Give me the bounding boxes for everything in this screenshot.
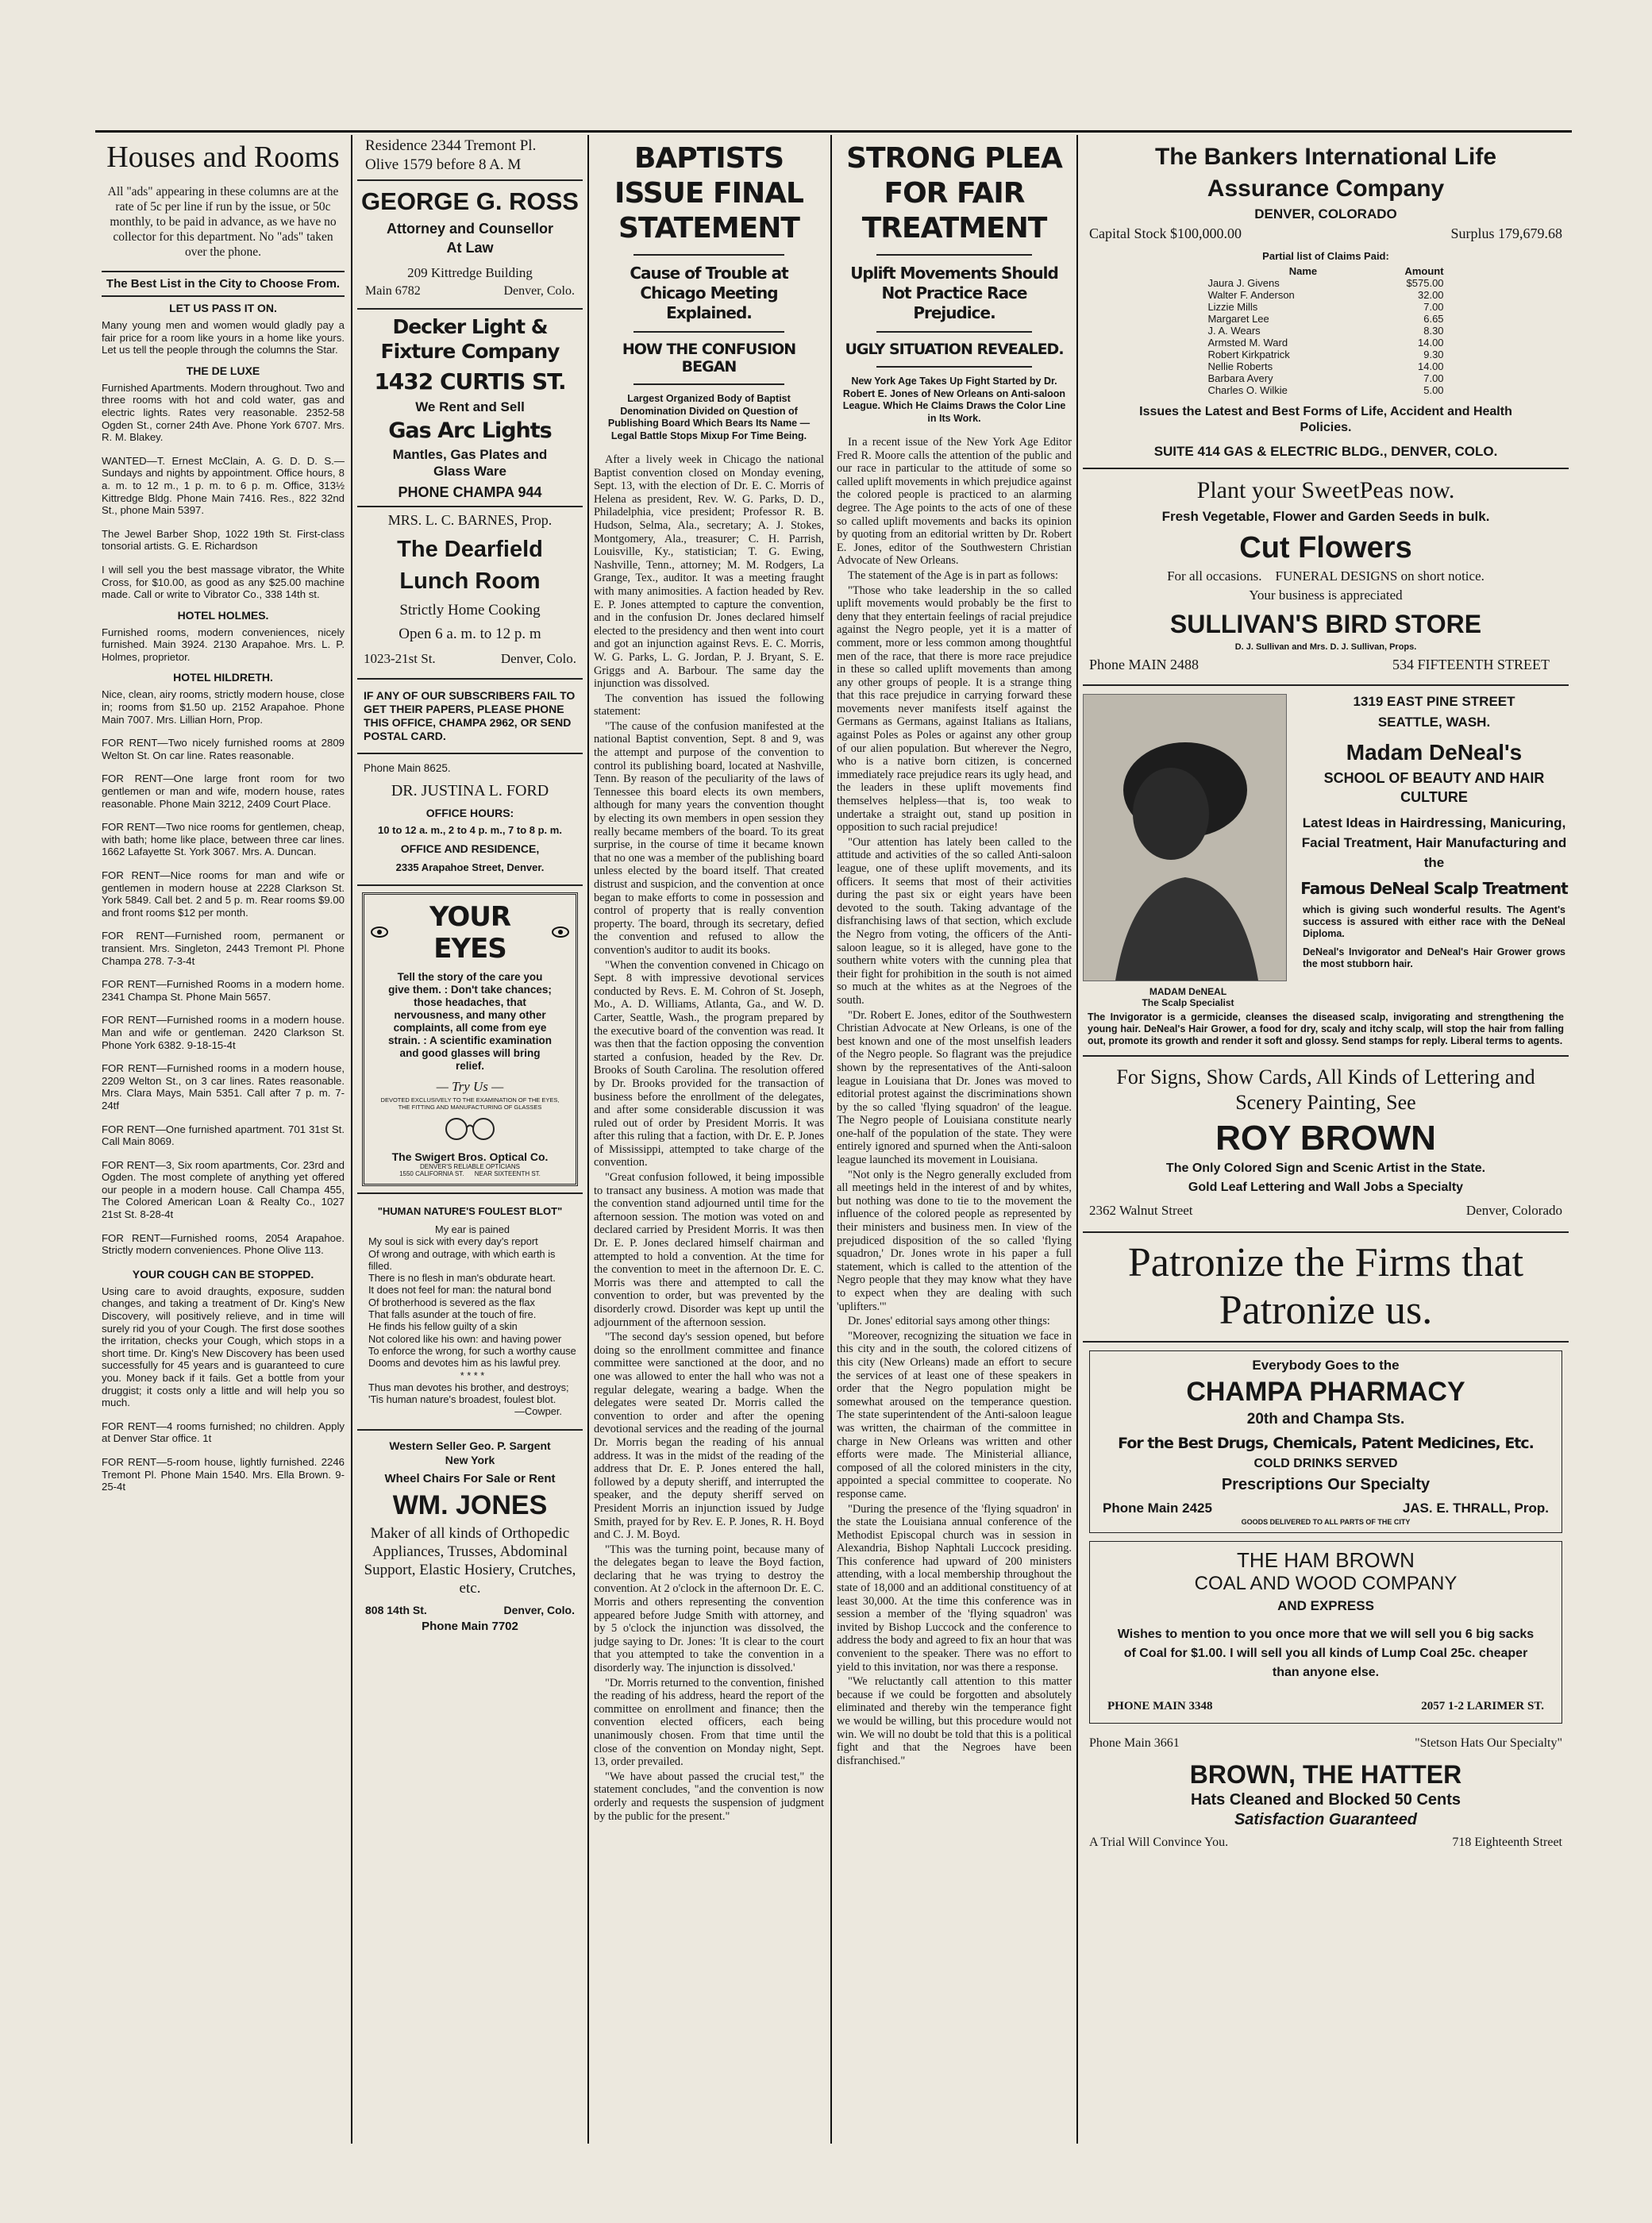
article-paragraph: "Those who take leadership in the so called uplift movements would probably be the first to deny that they entertain feelings of racial prejudice against the Negro people, yet it is a matter of comment, more or less common among thoughtful men of the race, that there is more race prejudice in these so called uplift movements than among any other groups of people. It is a strange thing that this race prejudice in carrying forward these movements never manifests itself against the Germans as Germans, against Italians as Italians, against Poles as Poles or against any other group of our alien population. But wherever the Negro, who is a native born citizen, is concerned immediately race prejudice rears its ugly head, and the leaders in these uplift movements find themselves helpless—that is, too weak to undertake a straight out, stand up position in opposition to such racial prejudice! bbox=[837, 584, 1072, 834]
champa-contact bbox=[1095, 1494, 1557, 1518]
poem-line: To enforce the wrong, for such a worthy cause bbox=[368, 1344, 576, 1357]
table-row bbox=[1204, 313, 1446, 325]
deneal-invigorator: DeNeal's Invigorator and DeNeal's Hair Grower grows the most stubborn hair. bbox=[1303, 946, 1565, 969]
optical-company: The Swigert Bros. Optical Co. bbox=[391, 1150, 549, 1163]
jones-wheel: Wheel Chairs For Sale or Rent bbox=[384, 1471, 556, 1485]
champa-phone: Phone Main 2425 bbox=[1103, 1501, 1212, 1516]
divider bbox=[357, 308, 583, 310]
ross-address: 209 Kittredge Building bbox=[407, 265, 533, 280]
ad-text: FOR RENT—Furnished rooms in a modern house. Man and wife or gentleman. 2420 Clarkson St. Phone York 6382. 9-18-15-4t bbox=[102, 1014, 345, 1051]
divider bbox=[357, 1429, 583, 1431]
table-row bbox=[1204, 277, 1446, 289]
jones-name: WM. JONES bbox=[392, 1489, 548, 1520]
dearfield-contact bbox=[357, 643, 583, 673]
table-row bbox=[1204, 337, 1446, 349]
article-paragraph: "When the convention convened in Chicago on Sept. 8 with impressive devotional services conducted by Revs. E. M. Cohron of St. Joseph, Mo., A. D. Williams, Atlanta, Ga., and W. D. Carter, Seattle, Wash., the program prepared by the executive board of the convention was read. It was then that the faction opposing the convention started a confusion, headed by the Rev. Dr. Brooks of South Carolina. The resolution offered by Dr. Brooks provided for the transaction of business before the enrollment of the delegates, and after some considerable discussion it was ruled out of order by President Morris. It was after this ruling that a faction, with Dr. E. P. Jones of Mississippi, attempted to take charge of the convention. bbox=[594, 958, 824, 1169]
column-header: Name bbox=[1288, 265, 1318, 277]
ford-address: 2335 Arapahoe Street, Denver. bbox=[395, 861, 545, 873]
ad-text: Using care to avoid draughts, exposure, sudden changes, and taking a treatment of Dr. King's New Discovery, will positively relieve, and in time will surely rid you of your Cough. The first dose soothes the irritation, checks your Cough, which stops in a short time. Dr. King's New Discovery has been used successfully for 45 years and is guaranteed to cure you. Money back if it fails. Get a bottle from your druggist; it costs only a little and will help you so much. bbox=[102, 1285, 345, 1409]
article-deck: HOW THE CONFUSION BEGAN bbox=[622, 341, 796, 376]
poem-line: Dooms and devotes him as his lawful prey. bbox=[368, 1357, 561, 1370]
ad-text: Nice, clean, airy rooms, strictly modern house, close in; rooms from $1.50 up. 2152 Arapahoe. Phone Main 7007. Mrs. Lillian Horn, Prop. bbox=[102, 688, 345, 726]
poem-line: My ear is pained bbox=[435, 1223, 510, 1235]
ross-city: Denver, Colo. bbox=[503, 284, 575, 298]
deneal-caption-sub: The Scalp Specialist bbox=[1142, 997, 1234, 1008]
roy-brown: ROY BROWN bbox=[1215, 1119, 1436, 1158]
sullivan-props: D. J. Sullivan and Mrs. D. J. Sullivan, Props. bbox=[1234, 642, 1417, 652]
ross-contact bbox=[357, 281, 583, 303]
roy-city: Denver, Colorado bbox=[1465, 1203, 1562, 1218]
divider bbox=[1083, 1341, 1569, 1343]
bankers-suite: SUITE 414 GAS & ELECTRIC BLDG., DENVER, COLO. bbox=[1153, 444, 1498, 459]
hatter-address: 718 Eighteenth Street bbox=[1452, 1836, 1562, 1849]
hatter-trial: A Trial Will Convince You. bbox=[1089, 1836, 1229, 1849]
ford-phone: Phone Main 8625. bbox=[364, 762, 451, 774]
jones-seller: Western Seller Geo. P. Sargent New York bbox=[389, 1439, 551, 1466]
bankers-capital bbox=[1083, 222, 1569, 245]
claim-name: Walter F. Anderson bbox=[1207, 289, 1295, 301]
claim-name: Jaura J. Givens bbox=[1207, 277, 1280, 289]
ham-express: AND EXPRESS bbox=[1277, 1598, 1374, 1613]
optical-subtitle: DENVER'S RELIABLE OPTICIANS bbox=[419, 1163, 520, 1170]
divider bbox=[633, 383, 784, 385]
roy-only: The Only Colored Sign and Scenic Artist in the State. bbox=[1165, 1162, 1486, 1175]
ad-text: FOR RENT—Furnished rooms in a modern house, 2209 Welton St., on 3 car lines. Rates reasonable. Mrs. Clara Mays, Main 5351. Call after 7 p. m. 7-24tf bbox=[102, 1062, 345, 1112]
plant-headline: Plant your SweetPeas now. bbox=[1196, 477, 1455, 503]
optical-address: 1550 CALIFORNIA ST. NEAR SIXTEENTH ST. bbox=[399, 1170, 541, 1177]
article-summary: Largest Organized Body of Baptist Denomination Divided on Question of Publishing Board Which Bears Its Name — Legal Battle Stops Mixup For Time Being. bbox=[607, 393, 811, 441]
poem-line: Of brotherhood is severed as the flax bbox=[368, 1296, 535, 1308]
article-paragraph: "Dr. Morris returned to the convention, finished the reading of his address, heard the report of the committee on enrollment and finance; then the convention elected officers, each being unanimously chosen. From that time until the close of the convention on Monday night, Sept. 13, order prevailed. bbox=[594, 1676, 824, 1769]
table-row bbox=[1204, 360, 1446, 372]
hatter-phone: Phone Main 3661 bbox=[1089, 1736, 1180, 1750]
column-rule bbox=[587, 135, 589, 2144]
claim-amount: 14.00 bbox=[1418, 337, 1444, 349]
article-paragraph: In a recent issue of the New York Age Editor Fred R. Moore calls the attention of the public and our race in particular to the attitude of some so called uplift movements in which prejudice against the colored people is practiced to an alarming degree. The Age points to the acts of one of these so called uplift movements and backs its opinion by quoting from an editorial written by Dr. Robert E. Jones, editor of the Southwestern Christian Advocate of New Orleans. bbox=[837, 436, 1072, 568]
jones-city: Denver, Colo. bbox=[503, 1603, 575, 1616]
ford-hours-heading: OFFICE HOURS: bbox=[426, 807, 514, 819]
eye-icon bbox=[371, 926, 388, 941]
claims-table bbox=[1204, 265, 1446, 396]
divider bbox=[102, 271, 345, 272]
jones-address: 808 14th St. bbox=[365, 1603, 427, 1616]
decker-address: 1432 CURTIS ST. bbox=[374, 368, 566, 395]
article-summary: New York Age Takes Up Fight Started by Dr. Robert E. Jones of New Orleans on Anti-saloon League. Which He Claims Draws the Color Line in Its Work. bbox=[842, 376, 1066, 424]
article-deck: Uplift Movements Should Not Practice Race Prejudice. bbox=[850, 264, 1058, 322]
deneal-name: Madam DeNeal's bbox=[1346, 740, 1523, 765]
champa-address: 20th and Champa Sts. bbox=[1246, 1411, 1405, 1427]
ham-company: COAL AND WOOD COMPANY bbox=[1194, 1573, 1458, 1594]
poem bbox=[368, 1223, 576, 1418]
claim-name: Barbara Avery bbox=[1207, 372, 1273, 384]
section-title: Houses and Rooms bbox=[106, 141, 340, 174]
ham-address: 2057 1-2 LARIMER ST. bbox=[1421, 1700, 1544, 1713]
poem-line: He finds his fellow guilty of a skin bbox=[368, 1320, 518, 1333]
ross-name: GEORGE G. ROSS bbox=[361, 187, 579, 215]
article-paragraph: Dr. Jones' editorial says among other things: bbox=[848, 1315, 1050, 1328]
claim-name: Charles O. Wilkie bbox=[1207, 384, 1288, 396]
decker-rent: We Rent and Sell bbox=[415, 399, 525, 414]
article-paragraph: "We reluctantly call attention to this matter because if we could be forgotten and absolutely eliminated and thereby win the temperance fight we would be willing, but this procedure would not win. We will no doubt be told that this is a political fight and that the Negroes have been disfranchised." bbox=[837, 1675, 1072, 1767]
divider bbox=[357, 1192, 583, 1194]
champa-rx: Prescriptions Our Specialty bbox=[1221, 1476, 1431, 1493]
divider bbox=[633, 254, 784, 256]
table-row bbox=[1204, 301, 1446, 313]
ad-text: FOR RENT—Nice rooms for man and wife or gentlemen in modern house at 2228 Clarkson St. York 5849. Call bet. 2 and 5 p. m. Rear rooms $9.00 and front rooms $12 per month. bbox=[102, 869, 345, 919]
deneal-results: which is giving such wonderful results. The Agent's success is assured with either race with the DeNeal Diploma. bbox=[1303, 904, 1565, 939]
table-row bbox=[1204, 325, 1446, 337]
column-rule bbox=[830, 135, 832, 2144]
claim-name: J. A. Wears bbox=[1207, 325, 1261, 337]
column-rule bbox=[1076, 135, 1078, 2144]
decker-gas: Gas Arc Lights bbox=[388, 418, 552, 443]
article-paragraph: "During the presence of the 'flying squadron' in the state the Louisiana annual conference of the Methodist Episcopal church was in session in Alexandria, Bishop Naphtali Luccock presiding. This conference had upward of 200 ministers attending, with a local membership throughout the state of 18,000 and an additional constituency of at least 30,000. At the time this conference was in session a member of the 'flying squadron' was invited by Bishop Luccock and the conference to address the body and agreed to fix an hour that was convenient to the speaker. There was no effort to yield to this invitation, nor was there a response. bbox=[837, 1502, 1072, 1674]
ham-name: THE HAM BROWN bbox=[1237, 1548, 1415, 1572]
jones-contact bbox=[357, 1601, 583, 1616]
article-paragraph: "We have about passed the crucial test," the statement concludes, "and the convention is now orderly and requests the suspension of judgment by the public for the present." bbox=[594, 1770, 824, 1823]
ham-phone: PHONE MAIN 3348 bbox=[1107, 1700, 1213, 1713]
poem-line: My soul is sick with every day's report bbox=[368, 1235, 538, 1248]
deneal-address: 1319 EAST PINE STREET bbox=[1353, 694, 1515, 709]
poem-line: Of wrong and outrage, with which earth is filled. bbox=[368, 1247, 556, 1272]
claim-amount: 8.30 bbox=[1423, 325, 1444, 337]
ham-contact bbox=[1095, 1693, 1557, 1716]
bankers-city: DENVER, COLORADO bbox=[1254, 206, 1397, 222]
divider bbox=[1083, 684, 1569, 686]
claim-name: Lizzie Mills bbox=[1207, 301, 1258, 313]
claim-amount: $575.00 bbox=[1406, 277, 1444, 289]
article-paragraph: "The cause of the confusion manifested at the national Baptist convention, Sept. 8 and 9, was the attempt and purpose of the convention to control its publishing board, located at Nashville, Tenn. By reason of the peculiarity of the laws of Tennessee this board elects its own members, although for many years the convention thought by electing its own members in open session they really became members of the board. To its great surprise, in the course of time it became known that no one was a member of the publishing board unless elected by the board itself. That created distrust and suspicion, and the convention at once began to make efforts to come in possession and control of property that is really convention property. The board, through its secretary, defied the convention and refused to allow the convention's auditor to audit its books. bbox=[594, 719, 824, 957]
optical-ad bbox=[362, 892, 578, 1186]
jones-phone: Phone Main 7702 bbox=[422, 1619, 518, 1633]
decker-title: Decker Light & Fixture Company bbox=[380, 315, 560, 363]
ad-heading: HOTEL HILDRETH. bbox=[173, 671, 273, 684]
occasions-line: For all occasions. FUNERAL DESIGNS on short notice. bbox=[1167, 568, 1484, 584]
claim-name: Armsted M. Ward bbox=[1207, 337, 1288, 349]
column-rule bbox=[351, 135, 352, 2144]
poem-line: There is no flesh in man's obdurate heart. bbox=[368, 1272, 556, 1285]
claim-amount: 5.00 bbox=[1423, 384, 1444, 396]
poem-title: "HUMAN NATURE'S FOULEST BLOT" bbox=[377, 1205, 563, 1217]
ad-heading: LET US PASS IT ON. bbox=[169, 302, 277, 314]
ad-text: FOR RENT—5-room house, lightly furnished. 2246 Tremont Pl. Phone Main 1540. Mrs. Ella Brown. 9-25-4t bbox=[102, 1455, 345, 1493]
article-paragraph: "The second day's session opened, but before doing so the enrollment committee and finance committee were sanctioned at the door, and no one was allowed to enter the hall who was not a regular delegate, wearing a badge. When the delegates were seated Dr. Morris called the convention to order and after the opening devotional services and the reading of the journal Dr. Morris began the reading of his annual address. It was in the midst of the reading of the address that Dr. E. P. Jones entered the hall, followed by a deputy sheriff, and interrupted the speaker, and the deputy sheriff served on President Morris an injunction issued by Judge Smith, prayed for by Rev. E. P. Jones, R. H. Boyd and C. J. M. Boyd. bbox=[594, 1331, 824, 1542]
divider bbox=[1083, 1231, 1569, 1233]
poem-line: It does not feel for man: the natural bond bbox=[368, 1284, 552, 1296]
sullivan-phone: Phone MAIN 2488 bbox=[1089, 657, 1199, 672]
deneal-photo-block bbox=[1083, 694, 1293, 1008]
ford-hours: 10 to 12 a. m., 2 to 4 p. m., 7 to 8 p. m. bbox=[378, 824, 562, 836]
ford-office-heading: OFFICE AND RESIDENCE, bbox=[400, 842, 540, 855]
deneal-school: SCHOOL OF BEAUTY AND HAIR CULTURE bbox=[1323, 770, 1545, 805]
champa-pharmacy-ad bbox=[1089, 1350, 1562, 1533]
claim-amount: 6.65 bbox=[1423, 313, 1444, 325]
hatter-top-line bbox=[1083, 1732, 1569, 1755]
sullivan-address: 534 FIFTEENTH STREET bbox=[1392, 657, 1550, 672]
article-deck: UGLY SITUATION REVEALED. bbox=[845, 341, 1064, 358]
deneal-city: SEATTLE, WASH. bbox=[1377, 715, 1491, 730]
bankers-title: The Bankers International Life Assurance Company bbox=[1154, 144, 1497, 202]
hatter-bottom-line bbox=[1083, 1829, 1569, 1856]
dearfield-address: 1023-21st St. bbox=[364, 651, 436, 666]
eyes-text: Tell the story of the care you give them. : Don't take chances; those headaches, that nervousness, and many other complaints, all come from eye strain. : A scientific examination and good glasses will bring relief. bbox=[387, 971, 553, 1072]
divider bbox=[357, 753, 583, 754]
table-row bbox=[1204, 372, 1446, 384]
article-paragraph: "Not only is the Negro generally excluded from all meetings held in the interest of and by whites, but nothing was done to tie to the movement the influence of the colored people as represented by their ministers and business men. In view of the prejudiced disposition of the so called 'flying squadron,' Dr. Jones wrote in his paper a full statement, which is called to the attention of the Negro people that they may know what they have to expect when they are dealing with such 'uplifters.'" bbox=[837, 1168, 1072, 1313]
ross-phone: Main 6782 bbox=[365, 284, 421, 298]
poem-line: * * * * bbox=[460, 1369, 485, 1381]
ad-text: Furnished rooms, modern conveniences, nicely furnished. Main 3924. 2130 Arapahoe. Mrs. L. P. Holmes, proprietor. bbox=[102, 626, 345, 663]
champa-prop: JAS. E. THRALL, Prop. bbox=[1402, 1501, 1549, 1516]
eyes-heading bbox=[371, 901, 569, 965]
claim-name: Nellie Roberts bbox=[1207, 360, 1273, 372]
deneal-ad bbox=[1083, 694, 1569, 1008]
champa-goods: GOODS DELIVERED TO ALL PARTS OF THE CITY bbox=[1241, 1518, 1411, 1526]
classifieds-column bbox=[102, 137, 345, 2145]
claim-amount: 7.00 bbox=[1423, 301, 1444, 313]
divider bbox=[1083, 1055, 1569, 1057]
ad-text: Many young men and women would gladly pay a fair price for a room like yours in a home like yours. Let us tell the people through the columns the Star. bbox=[102, 319, 345, 356]
best-list-banner: The Best List in the City to Choose From. bbox=[106, 277, 341, 291]
claim-amount: 32.00 bbox=[1418, 289, 1444, 301]
roy-contact bbox=[1083, 1195, 1569, 1227]
table-header bbox=[1204, 265, 1446, 277]
divider bbox=[357, 678, 583, 680]
fair-treatment-article bbox=[837, 137, 1072, 2145]
champa-cold: COLD DRINKS SERVED bbox=[1253, 1457, 1398, 1470]
ad-text: FOR RENT—3, Six room apartments, Cor. 23rd and Ogden. The most complete of anything yet offered our people in a modern house. Call Champa 455, The Colored American Loan & Realty Co., 1027 21st St. 8-28-4t bbox=[102, 1158, 345, 1221]
table-row bbox=[1204, 384, 1446, 396]
deneal-famous: Famous DeNeal Scalp Treatment bbox=[1300, 879, 1568, 898]
ad-text: I will sell you the best massage vibrator, the White Cross, for $10.00, as good as any $25.00 machine made. Call or write to Vibrator Co., 338 14th st. bbox=[102, 563, 345, 601]
divider bbox=[357, 179, 583, 181]
dearfield-hours: Open 6 a. m. to 12 p. m bbox=[399, 626, 541, 642]
ad-text: FOR RENT—4 rooms furnished; no children. Apply at Denver Star office. 1t bbox=[102, 1420, 345, 1445]
ad-text: FOR RENT—Furnished rooms, 2054 Arapahoe. Strictly modern conveniences. Phone Olive 113. bbox=[102, 1231, 345, 1257]
article-paragraph: "Dr. Robert E. Jones, editor of the Southwestern Christian Advocate at New Orleans, is one of the best known and one of the most unselfish leaders of the Negro people. So flagrant was the prejudice shown by the representatives of the Anti-saloon league in Louisiana that Dr. Jones was moved to editorial protest against the discriminations shown by the so called 'flying squadron' of the league. The Negro people of Louisiana constitute nearly one-half of the population of the state. They were entirely ignored and spurned when the Anti-saloon league launched its movement in Louisiana. bbox=[837, 1008, 1072, 1167]
optical-logo bbox=[371, 1115, 569, 1146]
sullivan-name: SULLIVAN'S BIRD STORE bbox=[1169, 610, 1482, 638]
decker-phone: PHONE CHAMPA 944 bbox=[398, 484, 542, 500]
poem-author: —Cowper. bbox=[514, 1405, 562, 1418]
deneal-germicide: The Invigorator is a germicide, cleanses the diseased scalp, invigorating and strengthening the young hair. DeNeal's Hair Grower, a food for dry, scaly and itchy scalp, will stop the hair from falling out, promote its growth and render it soft and glossy. Send stamps for reply. Liberal terms to agents. bbox=[1088, 1011, 1564, 1046]
ad-text: FOR RENT—Two nicely furnished rooms at 2809 Welton St. On car line. Rates reasonable. bbox=[102, 737, 345, 761]
ham-text: Wishes to mention to you once more that we will sell you 6 big sacks of Coal for $1.00. I will sell you all kinds of Lump Coal 25c. cheaper than anyone else. bbox=[1117, 1628, 1535, 1679]
subscriber-notice: IF ANY OF OUR SUBSCRIBERS FAIL TO GET THEIR PAPERS, PLEASE PHONE THIS OFFICE, CHAMPA 2962, OR SEND POSTAL CARD. bbox=[364, 689, 576, 742]
ad-heading: YOUR COUGH CAN BE STOPPED. bbox=[132, 1267, 314, 1281]
ad-text: FOR RENT—One furnished apartment. 701 31st St. Call Main 8069. bbox=[102, 1123, 345, 1148]
eyes-try: — Try Us — bbox=[436, 1079, 504, 1094]
dearfield-title: The Dearfield Lunch Room bbox=[397, 537, 543, 594]
article-paragraph: "Moreover, recognizing the situation we face in this city and in the south, the colored citizens of this city (New Orleans) made an effort to secure the services of at least one of these speakers in order that the Negro population might be somewhat aroused on the temperance question. The state superintendent of the Anti-saloon league was written, the chairman of the committee in charge in New Orleans was written and other efforts were made. The Ministerial alliance, composed of all the colored ministers in the city, appointed a special committee to cooperate. No response came. bbox=[837, 1329, 1072, 1501]
capital-stock: Capital Stock $100,000.00 bbox=[1089, 225, 1242, 241]
divider bbox=[102, 295, 345, 297]
patronize-slogan: Patronize the Firms that Patronize us. bbox=[1127, 1240, 1524, 1333]
divider bbox=[633, 331, 784, 333]
article-headline: BAPTISTS ISSUE FINAL STATEMENT bbox=[614, 142, 803, 245]
patronage-line: Your business is appreciated bbox=[1249, 588, 1403, 603]
eye-icon bbox=[552, 926, 569, 941]
table-row bbox=[1204, 349, 1446, 360]
hatter-satisfaction: Satisfaction Guaranteed bbox=[1234, 1811, 1418, 1828]
divider bbox=[876, 254, 1032, 256]
article-deck: Cause of Trouble at Chicago Meeting Explained. bbox=[630, 264, 788, 322]
ad-text: FOR RENT—One large front room for two gentlemen or man and wife, modern house, rates reasonable. Phone Main 3212, 2409 Court Place. bbox=[102, 772, 345, 810]
sullivan-contact bbox=[1083, 652, 1569, 680]
article-paragraph: The statement of the Age is in part as follows: bbox=[848, 568, 1058, 582]
ad-heading: HOTEL HOLMES. bbox=[177, 608, 269, 622]
hatter-clean: Hats Cleaned and Blocked 50 Cents bbox=[1190, 1791, 1461, 1809]
decker-mantles: Mantles, Gas Plates and Glass Ware bbox=[392, 447, 548, 479]
ad-text: FOR RENT—Furnished room, permanent or transient. Mrs. Singleton, 2443 Tremont Pl. Phone Champa 278. 7-3-4t bbox=[102, 930, 345, 967]
divider bbox=[876, 331, 1032, 333]
article-paragraph: "Great confusion followed, it being impossible to transact any business. A motion was made that the convention stand adjourned until time for the afternoon session. The motion was voted on and declared carried by President Morris. It was then Dr. E. P. Jones declared himself chairman and attempted to hold a convention. At the time for the convention to meet in the afternoon Dr. E. C. Morris was there and attempted to call the convention to order, but was prevented by the disorderly crowd. Disorder was kept up until the adjournment of the afternoon session. bbox=[594, 1171, 824, 1329]
barnes-prop: MRS. L. C. BARNES, Prop. bbox=[387, 512, 553, 528]
claim-amount: 9.30 bbox=[1423, 349, 1444, 360]
residence-line: Residence 2344 Tremont Pl. bbox=[365, 137, 537, 154]
champa-best: For the Best Drugs, Chemicals, Patent Medicines, Etc. bbox=[1118, 1435, 1534, 1452]
cut-flowers: Cut Flowers bbox=[1239, 531, 1412, 564]
ad-text: FOR RENT—Two nice rooms for gentlemen, cheap, with bath; home like place, between three car lines. 1662 Lafayette St. York 3067. Mrs. A. Duncan. bbox=[102, 821, 345, 858]
table-row bbox=[1204, 289, 1446, 301]
claim-name: Margaret Lee bbox=[1207, 313, 1269, 325]
ham-brown-ad bbox=[1089, 1541, 1562, 1724]
ad-text: Furnished Apartments. Modern throughout. Two and three rooms with hot and cold water, gas and electric lights. Rates very reasonable. 2352-58 Ogden St., corner 24th Ave. Phone York 6707. Mrs. R. M. Blakey. bbox=[102, 381, 345, 444]
article-headline: STRONG PLEA FOR FAIR TREATMENT bbox=[846, 142, 1062, 245]
divider bbox=[1083, 468, 1569, 469]
dearfield-city: Denver, Colo. bbox=[500, 651, 576, 666]
poem-line: Not colored like his own: and having power bbox=[368, 1332, 562, 1345]
dearfield-cooking: Strictly Home Cooking bbox=[399, 602, 541, 618]
rates-notice: All "ads" appearing in these columns are at the rate of 5c per line if run by the issue, or 50c monthly, to be paid in advance, as we have no collector for this department. No "ads" taken over the phone. bbox=[107, 185, 339, 259]
eyes-title: YOUR EYES bbox=[429, 901, 511, 965]
claim-amount: 7.00 bbox=[1423, 372, 1444, 384]
eyes-devoted: DEVOTED EXCLUSIVELY TO THE EXAMINATION OF THE EYES, THE FITTING AND MANUFACTURING OF GLASSES bbox=[380, 1096, 560, 1111]
bankers-issues: Issues the Latest and Best Forms of Life, Accident and Health Policies. bbox=[1139, 405, 1512, 434]
ad-heading: THE DE LUXE bbox=[186, 364, 260, 377]
article-paragraph: After a lively week in Chicago the national Baptist convention closed on Monday evening, Sept. 13, with the election of Dr. E. C. Morris of Helena as president, Rev. W. G. Parks, D. D., Philadelphia, vice president; Professor R. B. Hudson, Selma, Ala., secretary; A. J. Stokes, Montgomery, Ala., treasurer; C. H. Parrish, Louisville, Ky., statistician; T. G. Ewing, Nashville, Tenn., attorney; M. M. Rodgers, La Grange, Tex., auditor. It was a meeting fraught with many animosities. A faction headed by Rev. E. P. Jones attempted to capture the convention, and in the confusion Dr. Jones declared himself elected to the presidency and then went into court and got an injunction against Revs. E. C. Morris, W. G. Parks, L. G. Jordan, P. J. Bryant, S. E. Griggs and A. Barbour. The same day the injunction was dissolved. bbox=[594, 453, 824, 691]
deneal-latest: Latest Ideas in Hairdressing, Manicuring, Facial Treatment, Hair Manufacturing and the bbox=[1301, 815, 1567, 870]
hatter-name: BROWN, THE HATTER bbox=[1189, 1760, 1462, 1789]
poem-line: Thus man devotes his brother, and destroys; bbox=[368, 1381, 569, 1393]
residence-phone: Olive 1579 before 8 A. M bbox=[365, 156, 522, 173]
signs-line: For Signs, Show Cards, All Kinds of Lettering and Scenery Painting, See bbox=[1116, 1065, 1535, 1114]
claims-heading: Partial list of Claims Paid: bbox=[1262, 250, 1389, 262]
divider bbox=[357, 506, 583, 507]
deneal-portrait bbox=[1083, 694, 1287, 981]
ford-name: DR. JUSTINA L. FORD bbox=[391, 782, 549, 799]
ad-text: WANTED—T. Ernest McClain, A. G. D. D. S.—Sundays and nights by appointment. Office hours, 8 a. m. to 12 m., 1 p. m. to 6 p. m. Office, 313½ Kittredge Bldg. Phone Main 7416. Res., 822 32nd St., phone Main 5397. bbox=[102, 454, 345, 517]
top-rule bbox=[95, 130, 1572, 133]
seeds-line: Fresh Vegetable, Flower and Garden Seeds in bulk. bbox=[1161, 509, 1490, 524]
poem-line: 'Tis human nature's broadest, foulest blot. bbox=[368, 1393, 556, 1406]
ad-text: The Jewel Barber Shop, 1022 19th St. First-class tonsorial artists. G. E. Richardson bbox=[102, 527, 345, 553]
deneal-caption: MADAM DeNEAL bbox=[1149, 986, 1227, 997]
baptist-article bbox=[594, 137, 824, 2145]
surplus: Surplus 179,679.68 bbox=[1450, 225, 1562, 241]
champa-everybody: Everybody Goes to the bbox=[1252, 1358, 1400, 1373]
jones-text: Maker of all kinds of Orthopedic Appliances, Trusses, Abdominal Support, Elastic Hosiery, Crutches, etc. bbox=[364, 1524, 576, 1597]
business-cards-column bbox=[357, 137, 583, 2145]
hatter-stetson: "Stetson Hats Our Specialty" bbox=[1415, 1736, 1562, 1750]
article-paragraph: The convention has issued the following statement: bbox=[594, 692, 824, 719]
claim-name: Robert Kirkpatrick bbox=[1207, 349, 1290, 360]
ross-title: Attorney and Counsellor At Law bbox=[386, 221, 553, 256]
roy-gold: Gold Leaf Lettering and Wall Jobs a Specialty bbox=[1188, 1181, 1464, 1194]
champa-name: CHAMPA PHARMACY bbox=[1186, 1377, 1465, 1407]
divider bbox=[357, 884, 583, 886]
divider bbox=[876, 366, 1032, 368]
article-paragraph: "This was the turning point, because many of the delegates began to leave the Boyd faction, declaring that he was trying to destroy the convention. At 2 o'clock in the afternoon Dr. E. C. Morris and others representing the convention appeared before Judge Smith with attorney, and by 5 o'clock the injunction was dissolved, the judge saying to Dr. Jones: 'It is clear to the court that you attempted to take the convention in a disorderly way. The injunction is dissolved.' bbox=[594, 1543, 824, 1675]
deneal-text-block bbox=[1300, 694, 1569, 1008]
claim-amount: 14.00 bbox=[1418, 360, 1444, 372]
ad-text: FOR RENT—Furnished Rooms in a modern home. 2341 Champa St. Phone Main 5657. bbox=[102, 978, 345, 1003]
article-paragraph: "Our attention has lately been called to the attitude and activities of the so called Anti-saloon league, one of these uplift movements, and its officers. It seems that most of their activities during the past six or eight years have been devoted to the south. Taking advantage of the disfranchising laws of that section, which exclude the Negro from voting, the officers of the Anti-saloon league, so it is alleged, have gone to the southern white voters with the cunning plea that their fight for prohibition in the south is not aimed so much at the whites as at the Negroes of the south. bbox=[837, 835, 1072, 1007]
newspaper-page bbox=[95, 119, 1572, 2152]
display-ads-column bbox=[1083, 137, 1569, 2145]
column-header: Amount bbox=[1404, 265, 1444, 277]
poem-line: That falls asunder at the touch of fire. bbox=[368, 1308, 537, 1321]
roy-address: 2362 Walnut Street bbox=[1089, 1203, 1193, 1218]
